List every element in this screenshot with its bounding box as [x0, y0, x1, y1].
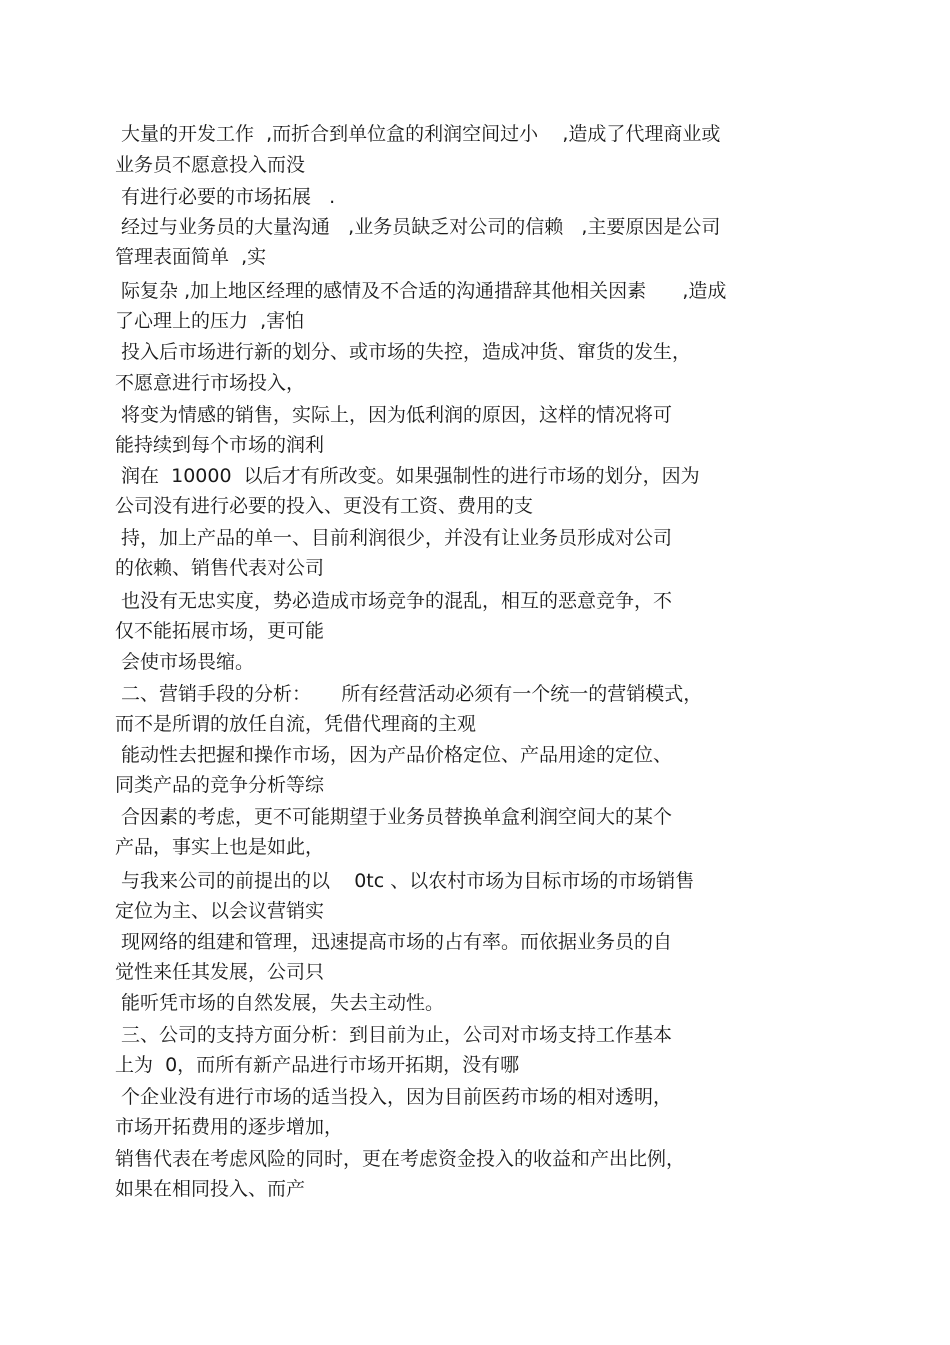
text-line: 仅不能拓展市场，更可能	[115, 620, 325, 642]
text-line: 投入后市场进行新的划分、或市场的失控，造成冲货、窜货的发生，	[115, 341, 692, 363]
text-line: 管理表面简单 ,实	[115, 246, 267, 268]
text-line: 个企业没有进行市场的适当投入，因为目前医药市场的相对透明，	[115, 1086, 673, 1108]
text-line: 合因素的考虑，更不可能期望于业务员替换单盒利润空间大的某个	[115, 806, 673, 828]
text-line: 公司没有进行必要的投入、更没有工资、费用的支	[115, 495, 534, 517]
text-line: 觉性来任其发展，公司只	[115, 961, 325, 983]
text-line: 现网络的组建和管理，迅速提高市场的占有率。而依据业务员的自	[115, 931, 673, 953]
text-line: 而不是所谓的放任自流，凭借代理商的主观	[115, 713, 477, 735]
text-line: 定位为主、以会议营销实	[115, 900, 325, 922]
text-line: 业务员不愿意投入而没	[115, 154, 306, 176]
text-line: 销售代表在考虑风险的同时，更在考虑资金投入的收益和产出比例，	[115, 1148, 686, 1170]
text-line: 三、公司的支持方面分析：到目前为止，公司对市场支持工作基本	[115, 1024, 673, 1046]
text-line: 能持续到每个市场的润利	[115, 434, 325, 456]
text-line: 产品，事实上也是如此，	[115, 836, 325, 858]
text-line: 经过与业务员的大量沟通 ,业务员缺乏对公司的信赖 ,主要原因是公司	[115, 216, 721, 238]
text-line: 了心理上的压力 ,害怕	[115, 310, 305, 332]
text-line: 能听凭市场的自然发展，失去主动性。	[115, 992, 445, 1014]
text-line: 有进行必要的市场拓展 .	[115, 186, 336, 208]
text-line: 将变为情感的销售，实际上，因为低利润的原因，这样的情况将可	[115, 404, 673, 426]
text-line: 的依赖、销售代表对公司	[115, 557, 325, 579]
text-line: 际复杂 ,加上地区经理的感情及不合适的沟通措辞其他相关因素 ,造成	[115, 280, 727, 302]
text-line: 也没有无忠实度，势必造成市场竞争的混乱，相互的恶意竞争，不	[115, 590, 673, 612]
text-line: 大量的开发工作 ,而折合到单位盒的利润空间过小 ,造成了代理商业或	[115, 123, 721, 145]
text-line: 与我来公司的前提出的以 0tc 、以农村市场为目标市场的市场销售	[115, 870, 695, 892]
text-line: 上为 0，而所有新产品进行市场开拓期，没有哪	[115, 1054, 520, 1076]
text-line: 二、营销手段的分析： 所有经营活动必须有一个统一的营销模式，	[115, 683, 703, 705]
text-line: 会使市场畏缩。	[115, 651, 255, 673]
text-line: 持，加上产品的单一、目前利润很少，并没有让业务员形成对公司	[115, 527, 673, 549]
text-line: 同类产品的竞争分析等综	[115, 774, 325, 796]
text-line: 能动性去把握和操作市场，因为产品价格定位、产品用途的定位、	[115, 744, 673, 766]
text-line: 润在 10000 以后才有所改变。如果强制性的进行市场的划分，因为	[115, 465, 700, 487]
text-line: 如果在相同投入、而产	[115, 1178, 306, 1200]
text-line: 不愿意进行市场投入，	[115, 372, 306, 394]
text-line: 市场开拓费用的逐步增加，	[115, 1116, 344, 1138]
